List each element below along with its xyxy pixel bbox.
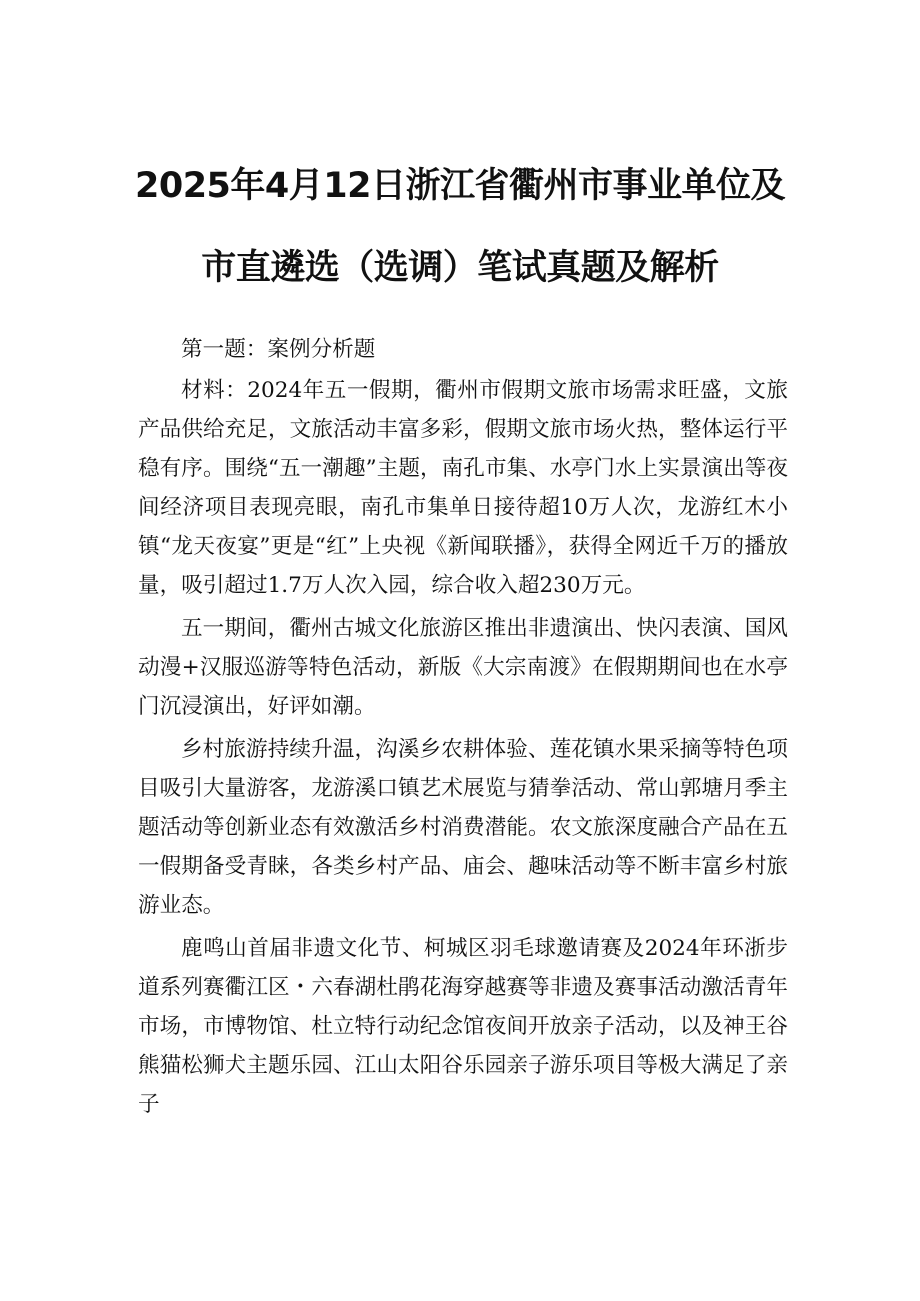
question-heading: 第一题：案例分析题 — [181, 337, 376, 362]
document-title-line-1: 2025年4月12日浙江省衢州市事业单位及 — [135, 166, 785, 206]
document-title-line-2: 市直遴选（选调）笔试真题及解析 — [201, 248, 719, 288]
paragraph-rural-tourism: 乡村旅游持续升温，沟溪乡农耕体验、莲花镇水果采摘等特色项目吸引大量游客，龙游溪口镇艺术展览与猜拳活动、常山郭塘月季主题活动等创新业态有效激活乡村消费潜能。农文旅深度融合产品在五一假期备受青睐，各类乡村产品、庙会、趣味活动等不断丰富乡村旅游业态。 — [138, 737, 788, 918]
paragraph-ancient-city: 五一期间，衢州古城文化旅游区推出非遗演出、快闪表演、国风动漫+汉服巡游等特色活动，新版《大宗南渡》在假期期间也在水亭门沉浸演出，好评如潮。 — [138, 616, 788, 719]
document-body — [138, 330, 788, 1124]
paragraph-material-intro: 材料：2024年五一假期，衢州市假期文旅市场需求旺盛，文旅产品供给充足，文旅活动丰富多彩，假期文旅市场火热，整体运行平稳有序。围绕“五一潮趣”主题，南孔市集、水亭门水上实景演出等夜间经济项目表现亮眼，南孔市集单日接待超10万人次，龙游红木小镇“龙天夜宴”更是“红”上央视《新闻联播》，获得全网近千万的播放量，吸引超过1.7万人次入园，综合收入超230万元。 — [138, 378, 788, 598]
paragraph-events: 鹿鸣山首届非遗文化节、柯城区羽毛球邀请赛及2024年环浙步道系列赛衢江区・六春湖杜鹃花海穿越赛等非遗及赛事活动激活青年市场，市博物馆、杜立特行动纪念馆夜间开放亲子活动，以及神王谷熊猫松狮犬主题乐园、江山太阳谷乐园亲子游乐项目等极大满足了亲子 — [138, 936, 788, 1117]
